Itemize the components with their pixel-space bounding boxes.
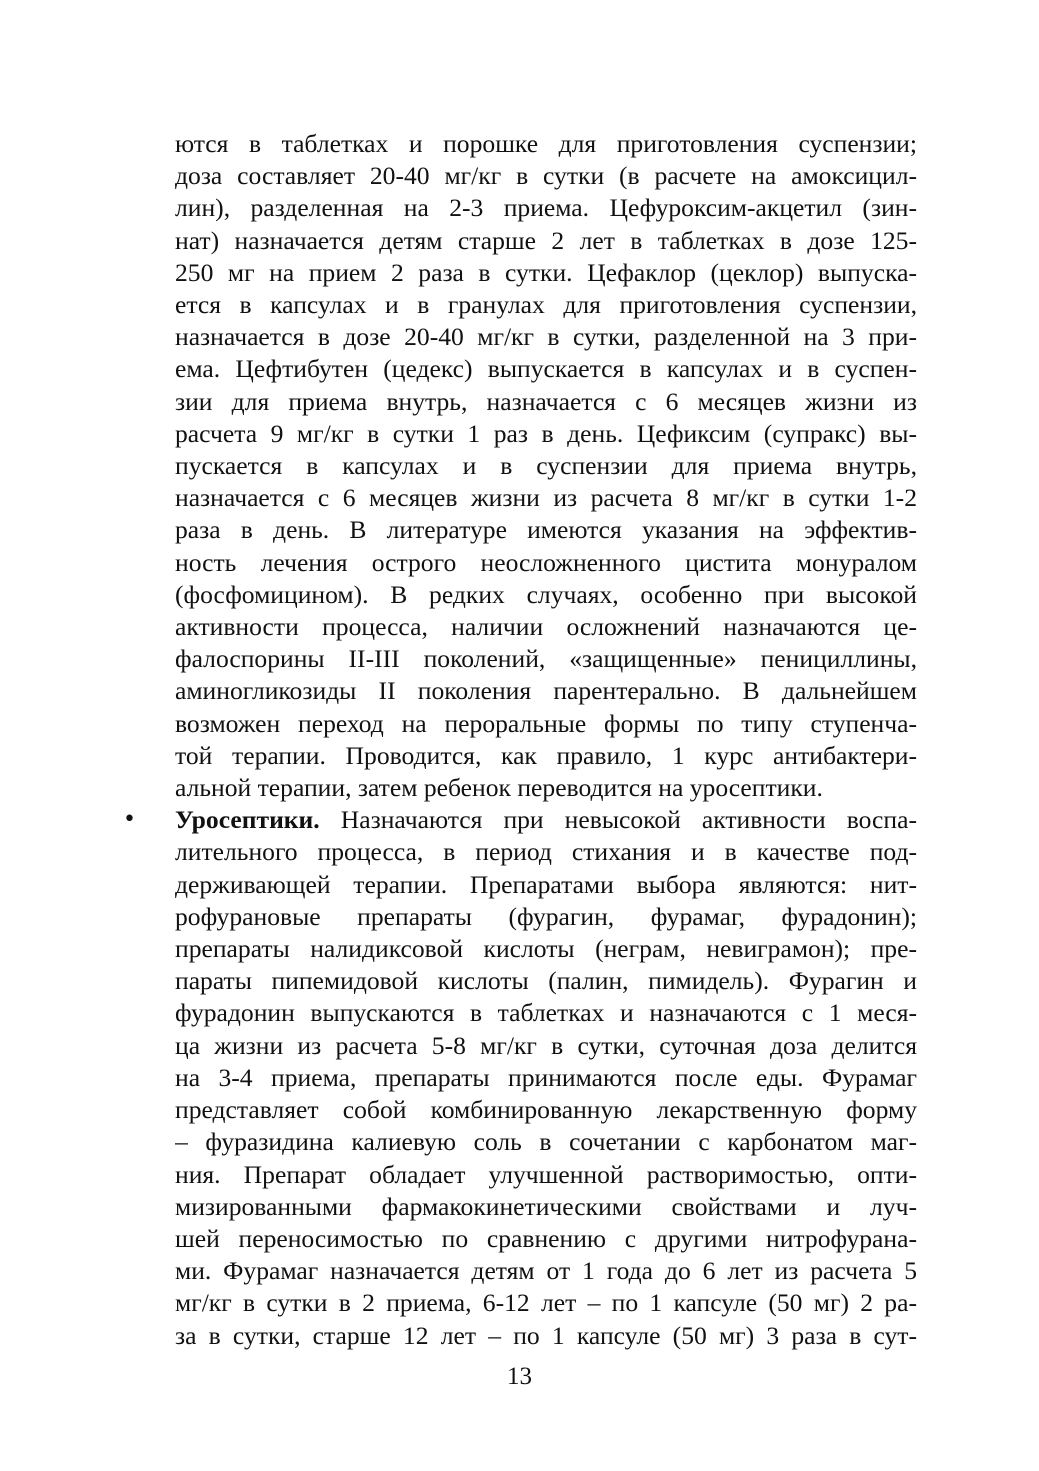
text-line: лин), разделенная на 2-3 приема. Цефуроксим-акцетил (зин- bbox=[175, 193, 917, 223]
text-line: держивающей терапии. Препаратами выбора являются: нит- bbox=[175, 869, 917, 899]
text-line: ность лечения острого неосложненного цистита монуралом bbox=[175, 547, 917, 577]
text-line: – фуразидина калиевую соль в сочетании с карбонатом маг- bbox=[175, 1127, 917, 1157]
paragraph-antibiotics bbox=[175, 128, 917, 804]
text-line: ца жизни из расчета 5-8 мг/кг в сутки, суточная доза делится bbox=[175, 1030, 917, 1060]
text-line: ния. Препарат обладает улучшенной растворимостью, опти- bbox=[175, 1159, 917, 1189]
text-line: лительного процесса, в период стихания и в качестве под- bbox=[175, 837, 917, 867]
text-line: раза в день. В литературе имеются указания на эффектив- bbox=[175, 515, 917, 545]
text-line: расчета 9 мг/кг в сутки 1 раз в день. Цефиксим (супракс) вы- bbox=[175, 418, 917, 448]
text-line: ми. Фурамаг назначается детям от 1 года до 6 лет из расчета 5 bbox=[175, 1256, 917, 1286]
bullet-item-uroseptics bbox=[123, 804, 917, 1351]
text-line: шей переносимостью по сравнению с другими нитрофурана- bbox=[175, 1223, 917, 1253]
text-line: назначается в дозе 20-40 мг/кг в сутки, разделенной на 3 при- bbox=[175, 322, 917, 352]
text-line: мг/кг в сутки в 2 приема, 6-12 лет – по 1 капсуле (50 мг) 2 ра- bbox=[175, 1288, 917, 1318]
text-line: фалоспорины II-III поколений, «защищенные» пенициллины, bbox=[175, 644, 917, 674]
text-line: мизированными фармакокинетическими свойствами и луч- bbox=[175, 1191, 917, 1221]
text-line: пускается в капсулах и в суспензии для приема внутрь, bbox=[175, 451, 917, 481]
text-line: доза составляет 20-40 мг/кг в сутки (в расчете на амоксицил- bbox=[175, 161, 917, 191]
text-line: на 3-4 приема, препараты принимаются после еды. Фурамаг bbox=[175, 1062, 917, 1092]
text-line: (фосфомицином). В редких случаях, особенно при высокой bbox=[175, 579, 917, 609]
text-line: 250 мг на прием 2 раза в сутки. Цефаклор (цеклор) выпуска- bbox=[175, 257, 917, 287]
text-line: параты пипемидовой кислоты (палин, пимидель). Фурагин и bbox=[175, 966, 917, 996]
text-line: ется в капсулах и в гранулах для приготовления суспензии, bbox=[175, 290, 917, 320]
text-line: назначается с 6 месяцев жизни из расчета 8 мг/кг в сутки 1-2 bbox=[175, 483, 917, 513]
text-line: рофурановые препараты (фурагин, фурамаг, фурадонин); bbox=[175, 901, 917, 931]
text-line: препараты налидиксовой кислоты (неграм, невиграмон); пре- bbox=[175, 934, 917, 964]
page-number: 13 bbox=[507, 1363, 532, 1390]
text-line: активности процесса, наличии осложнений назначаются це- bbox=[175, 612, 917, 642]
text-line: за в сутки, старше 12 лет – по 1 капсуле (50 мг) 3 раза в сут- bbox=[175, 1320, 917, 1350]
text-line: нат) назначается детям старше 2 лет в таблетках в дозе 125- bbox=[175, 225, 917, 255]
bullet-marker: • bbox=[123, 807, 136, 833]
text-line: фурадонин выпускаются в таблетках и назначаются с 1 меся- bbox=[175, 998, 917, 1028]
bullet-first-line-text: Назначаются при невысокой активности воспа- bbox=[319, 805, 917, 835]
text-line: аминогликозиды II поколения парентерально. В дальнейшем bbox=[175, 676, 917, 706]
text-line: возможен переход на пероральные формы по типу ступенча- bbox=[175, 708, 917, 738]
text-line: представляет собой комбинированную лекарственную форму bbox=[175, 1095, 917, 1125]
text-line: ются в таблетках и порошке для приготовления суспензии; bbox=[175, 129, 917, 158]
bullet-heading: Уросептики. bbox=[175, 805, 320, 835]
body-text bbox=[123, 128, 917, 1352]
text-line: зии для приема внутрь, назначается с 6 месяцев жизни из bbox=[175, 386, 917, 416]
text-line: той терапии. Проводится, как правило, 1 курс антибактери- bbox=[175, 740, 917, 770]
bullet-first-line bbox=[175, 804, 917, 836]
text-line: альной терапии, затем ребенок переводится на уросептики. bbox=[175, 773, 823, 803]
text-line: ема. Цефтибутен (цедекс) выпускается в капсулах и в суспен- bbox=[175, 354, 917, 384]
